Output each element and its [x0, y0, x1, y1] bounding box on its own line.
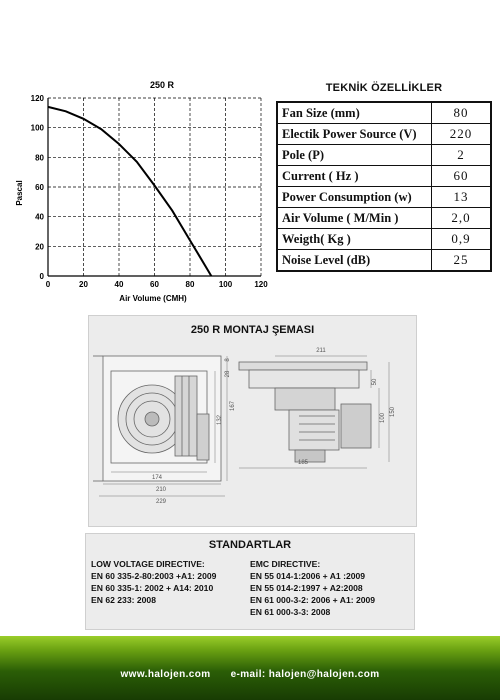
dim-167: 167	[230, 400, 236, 412]
y-tick-label: 80	[35, 153, 44, 163]
y-axis-label: Pascal	[15, 180, 24, 206]
y-tick-label: 120	[30, 94, 44, 103]
x-tick-label: 20	[79, 280, 88, 289]
dim-174: 174	[151, 475, 163, 481]
standards-panel	[85, 533, 415, 630]
emc-item: EN 61 000-3-3: 2008	[250, 607, 331, 617]
emc-item: EN 55 014-2:1997 + A2:2008	[250, 583, 363, 593]
spec-label: Electik Power Source (V)	[277, 124, 432, 145]
x-axis-label: Air Volume (CMH)	[119, 294, 187, 303]
low-voltage-item: EN 60 335-2-80:2003 +A1: 2009	[91, 571, 217, 581]
dim-28: 28	[225, 370, 231, 378]
dim-100: 100	[380, 412, 386, 424]
spec-label: Pole (P)	[277, 145, 432, 166]
x-tick-labels	[46, 280, 268, 289]
y-tick-label: 20	[35, 242, 44, 252]
montage-title: 250 R MONTAJ ŞEMASI	[190, 324, 315, 336]
spec-row	[277, 187, 491, 208]
spec-value: 13	[432, 187, 492, 208]
spec-row	[277, 166, 491, 187]
low-voltage-item: EN 62 233: 2008	[91, 595, 156, 605]
y-tick-label: 40	[35, 212, 44, 222]
y-tick-label: 60	[35, 183, 44, 192]
spec-value: 0,9	[432, 229, 492, 250]
dim-229: 229	[155, 499, 167, 505]
low-voltage-heading: LOW VOLTAGE DIRECTIVE:	[91, 559, 205, 569]
x-tick-label: 60	[150, 280, 159, 289]
low-voltage-column	[91, 558, 216, 606]
emc-item: EN 55 014-1:2006 + A1 :2009	[250, 571, 366, 581]
spec-label: Fan Size (mm)	[277, 102, 432, 124]
chart-title: 250 R	[149, 80, 175, 90]
low-voltage-item: EN 60 335-1: 2002 + A14: 2010	[91, 583, 214, 593]
emc-column	[250, 558, 375, 618]
spec-label: Current ( Hz )	[277, 166, 432, 187]
footer-contact	[0, 669, 500, 680]
y-tick-label: 0	[39, 272, 44, 281]
emc-item: EN 61 000-3-2: 2006 + A1: 2009	[250, 595, 376, 605]
x-tick-label: 100	[218, 280, 233, 289]
spec-row	[277, 102, 491, 124]
y-tick-label: 100	[30, 123, 44, 133]
spec-row	[277, 208, 491, 229]
spec-title: TEKNİK ÖZELLİKLER	[325, 82, 443, 94]
x-tick-label: 0	[45, 280, 51, 289]
emc-heading: EMC DIRECTIVE:	[250, 559, 321, 569]
spec-row	[277, 124, 491, 145]
spec-label: Weigth( Kg )	[277, 229, 432, 250]
y-tick-labels	[31, 94, 45, 281]
dim-211: 211	[316, 348, 326, 354]
spec-value: 220	[432, 124, 492, 145]
dim-150: 150	[390, 406, 396, 418]
side-view	[239, 362, 371, 462]
spec-row	[277, 229, 491, 250]
dim-132: 132	[217, 414, 223, 426]
performance-curve	[48, 107, 211, 276]
dim-185: 185	[297, 460, 309, 466]
website-link[interactable]: www.halojen.com	[120, 669, 211, 680]
standards-title: STANDARTLAR	[208, 539, 292, 551]
spec-label: Power Consumption (w)	[277, 187, 432, 208]
montage-drawing	[89, 316, 416, 526]
dim-8: 8	[225, 358, 231, 362]
x-tick-label: 80	[185, 280, 195, 289]
spec-value: 2,0	[432, 208, 492, 229]
email-link[interactable]: e-mail: halojen@halojen.com	[230, 669, 380, 680]
dim-210: 210	[155, 487, 167, 493]
spec-value: 25	[432, 250, 492, 272]
performance-chart	[0, 70, 275, 310]
spec-row	[277, 250, 491, 272]
spec-value: 2	[432, 145, 492, 166]
spec-label: Noise Level (dB)	[277, 250, 432, 272]
spec-value: 80	[432, 102, 492, 124]
x-tick-label: 120	[254, 280, 268, 289]
front-view	[93, 356, 221, 481]
montage-panel	[88, 315, 417, 527]
spec-table	[276, 101, 492, 272]
spec-label: Air Volume ( M/Min )	[277, 208, 432, 229]
footer-band	[0, 636, 500, 700]
spec-value: 60	[432, 166, 492, 187]
dim-50: 50	[372, 378, 378, 386]
spec-row	[277, 145, 491, 166]
x-tick-label: 40	[114, 280, 124, 289]
